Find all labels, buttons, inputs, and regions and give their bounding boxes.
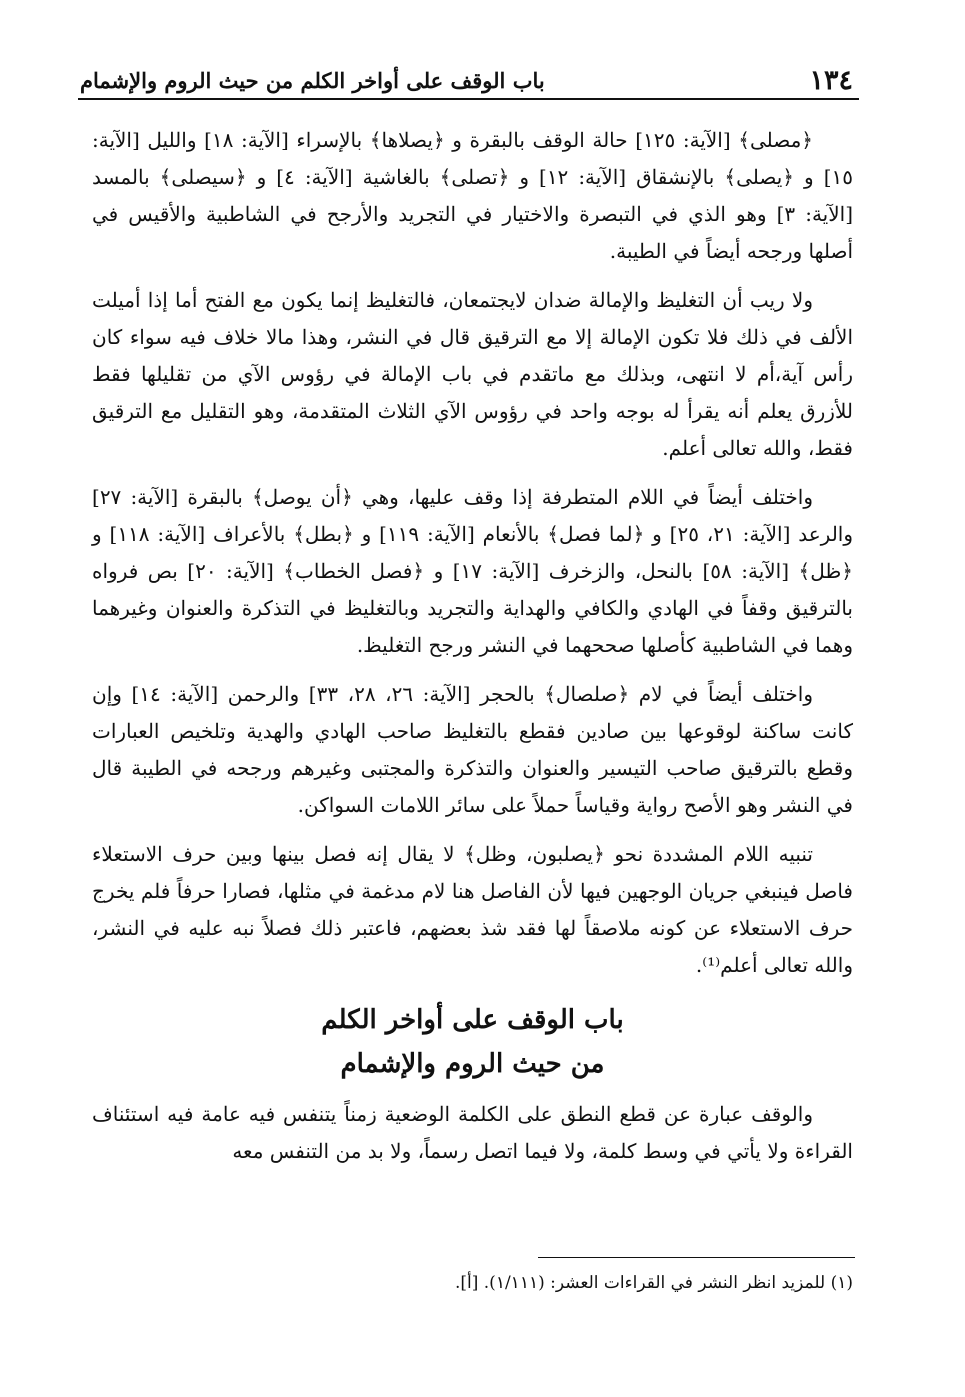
- running-title: باب الوقف على أواخر الكلم من حيث الروم والإشمام: [80, 68, 545, 93]
- paragraph: ولا ريب أن التغليظ والإمالة ضدان لايجتمعان، فالتغليظ إنما يكون مع الفتح أما إذا أميلت الألف في ذلك فلا تكون الإمالة إلا مع الترقيق قال في النشر، وهذا مالا خلاف فيه سواء كان رأس آية،أم لا انتهى، وبذلك مع ماتقدم في باب الإمالة في رؤوس الآي من تقليلها فقط للأزرق يعلم أنه يقرأ له بوجه واحد في رؤوس الآي الثلاث المتقدمة، وهو التقليل مع الترقيق فقط، والله تعالى أعلم.: [92, 288, 854, 460]
- paragraph: ﴿مصلى﴾ [الآية: ١٢٥] حالة الوقف بالبقرة و ﴿يصلاها﴾ بالإسراء [الآية: ١٨] والليل [الآية: ١٥] و ﴿يصلى﴾ بالإنشقاق [الآية: ١٢] و ﴿تصلى﴾ بالغاشية [الآية: ٤] و ﴿سيصلى﴾ بالمسد [الآية: ٣] وهو الذي في التبصرة والاختيار في التجريد والأرجح في الشاطبية والأقيس في أصلها ورجحه أيضاً في الطيبة.: [92, 128, 854, 263]
- paragraph: واختلف أيضاً في لام ﴿صلصال﴾ بالحجر [الآية: ٢٦، ٢٨، ٣٣] والرحمن [الآية: ١٤] وإن كانت ساكنة لوقوعها بين صادين فقطع بالتغليظ صاحب الهادي والهدية وتلخيص العبارات وقطع بالترقيق صاحب التيسير والعنوان والتذكرة والمجتبى وغيرهم ورجحه في الطيبة قال في النشر وهو الأصح رواية وقياساً حملاً على سائر اللامات السواكن.: [92, 682, 853, 817]
- footnote-rule: [538, 1257, 855, 1258]
- closing-paragraph: والوقف عبارة عن قطع النطق على الكلمة الوضعية زمناً يتنفس فيه عامة فيه استئناف القراءة ولا يأتي في وسط كلمة، ولا فيما اتصل رسماً، ولا بد من التنفس معه: [92, 1102, 853, 1163]
- main-text: [92, 122, 853, 1182]
- paragraph: واختلف أيضاً في اللام المتطرفة إذا وقف عليها، وهي ﴿أن يوصل﴾ بالبقرة [الآية: ٢٧] والرعد [الآية: ٢١، ٢٥] و ﴿لما فصل﴾ بالأنعام [الآية: ١١٩] و ﴿بطل﴾ بالأعراف [الآية: ١١٨] و ﴿ظل﴾ [الآية: ٥٨] بالنحل، والزخرف [الآية: ١٧] و ﴿فصل الخطاب﴾ [الآية: ٢٠] بص فرواه بالترقيق وقفاً في الهادي والكافي والهداية والتجريد وبالتغليظ في التذكرة والعنوان وغيرهما وهما في الشاطبية كأصلها صححهما في النشر ورجح التغليظ.: [92, 485, 854, 657]
- page-number: ١٣٤: [809, 65, 853, 96]
- page-header: [80, 52, 853, 96]
- paragraph: تنبيه اللام المشددة نحو ﴿يصلبون، وظل﴾ لا يقال إنه فصل بينها وبين حرف الاستعلاء فاصل فينبغي جريان الوجهين فيها لأن الفاصل هنا لام مدغمة في مثلها، فصارا حرفاً فلم يخرج حرف الاستعلاء عن كونه ملاصقاً لها فقد شذ بعضهم، فاعتبر ذلك فصلاً نبه عليه في النشر، والله تعالى أعلم⁽¹⁾.: [92, 842, 853, 977]
- section-heading: [92, 998, 853, 1086]
- section-heading-line-1: باب الوقف على أواخر الكلم: [321, 1005, 624, 1035]
- header-rule: [78, 98, 859, 100]
- section-heading-line-2: من حيث الروم والإشمام: [340, 1049, 605, 1079]
- footnote: (١) للمزيد انظر النشر في القراءات العشر: (١/١١١). [أ].: [454, 1273, 853, 1293]
